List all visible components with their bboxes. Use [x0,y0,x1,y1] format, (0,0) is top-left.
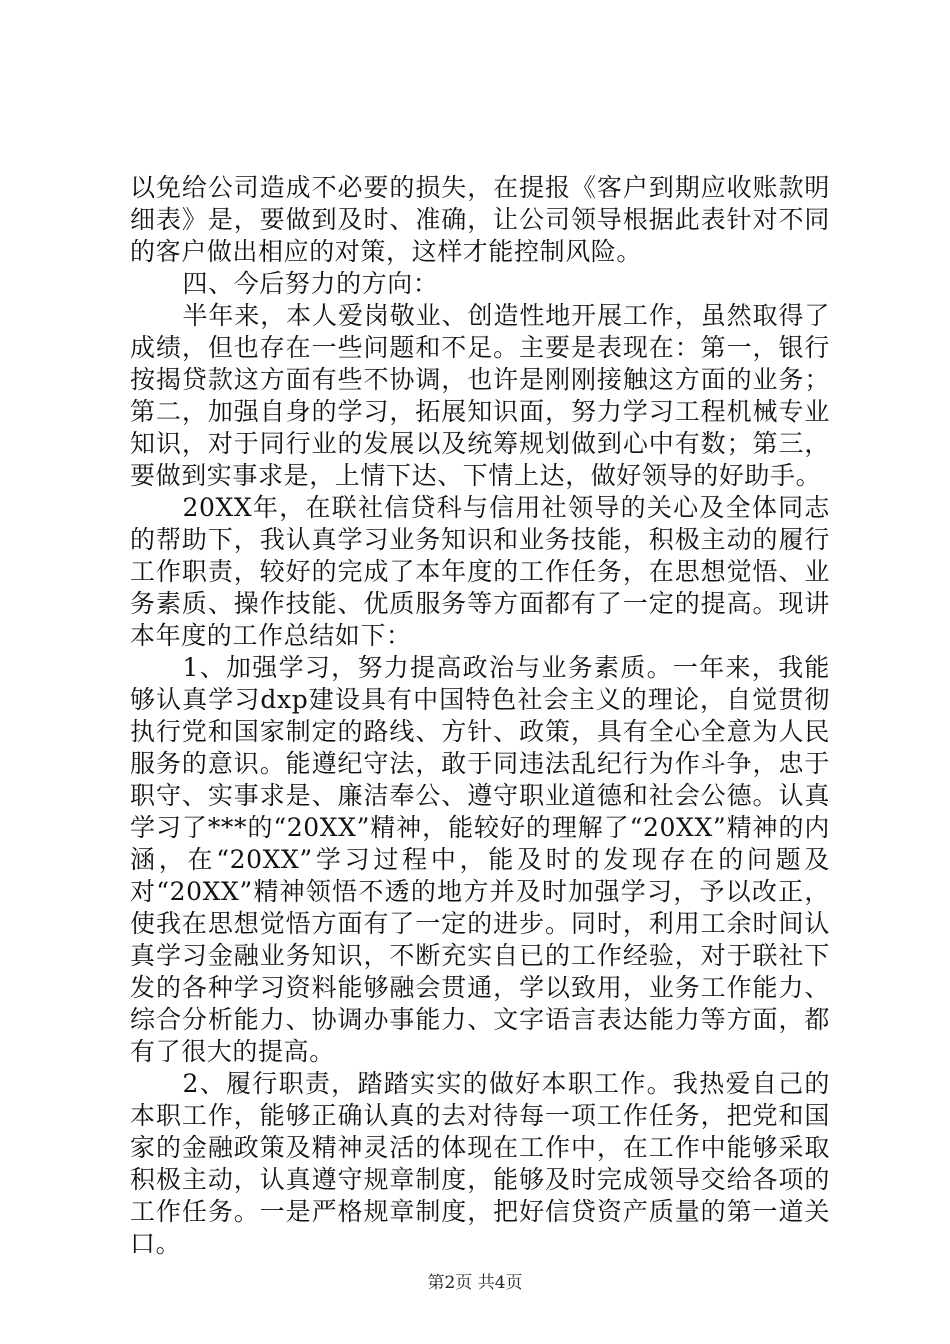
paragraph: 20XX年，在联社信贷科与信用社领导的关心及全体同志的帮助下，我认真学习业务知识和业务技能，积极主动的履行工作职责，较好的完成了本年度的工作任务，在思想觉悟、业务素质、操作技能、优质服务等方面都有了一定的提高。现讲本年度的工作总结如下： [130,493,830,650]
section-heading-future-direction: 四、今后努力的方向： [182,269,439,298]
page-number-footer: 第2页 共4页 [427,1273,523,1293]
paragraph-continuation: 以免给公司造成不必要的损失，在提报《客户到期应收账款明细表》是，要做到及时、准确，让公司领导根据此表针对不同的客户做出相应的对策，这样才能控制风险。 [130,173,830,266]
paragraph: 半年来，本人爱岗敬业、创造性地开展工作，虽然取得了成绩，但也存在一些问题和不足。主要是表现在：第一，银行按揭贷款这方面有些不协调，也许是刚刚接触这方面的业务；第二，加强自身的学习，拓展知识面，努力学习工程机械专业知识，对于同行业的发展以及统筹规划做到心中有数；第三，要做到实事求是，上情下达、下情上达，做好领导的好助手。 [130,301,830,490]
paragraph: 2、履行职责，踏踏实实的做好本职工作。我热爱自己的本职工作，能够正确认真的去对待每一项工作任务，把党和国家的金融政策及精神灵活的体现在工作中，在工作中能够采取积极主动，认真遵守规章制度，能够及时完成领导交给各项的工作任务。一是严格规章制度，把好信贷资产质量的第一道关口。 [130,1069,830,1258]
document-body [130,172,830,1260]
paragraph: 1、加强学习，努力提高政治与业务素质。一年来，我能够认真学习dxp建设具有中国特色社会主义的理论，自觉贯彻执行党和国家制定的路线、方针、政策，具有全心全意为人民服务的意识。能遵纪守法，敢于同违法乱纪行为作斗争，忠于职守、实事求是、廉洁奉公、遵守职业道德和社会公德。认真学习了***的“20XX”精神，能较好的理解了“20XX”精神的内涵，在“20XX”学习过程中，能及时的发现存在的问题及对“20XX”精神领悟不透的地方并及时加强学习，予以改正，使我在思想觉悟方面有了一定的进步。同时，利用工余时间认真学习金融业务知识，不断充实自已的工作经验，对于联社下发的各种学习资料能够融会贯通，学以致用，业务工作能力、综合分析能力、协调办事能力、文字语言表达能力等方面，都有了很大的提高。 [130,653,830,1066]
